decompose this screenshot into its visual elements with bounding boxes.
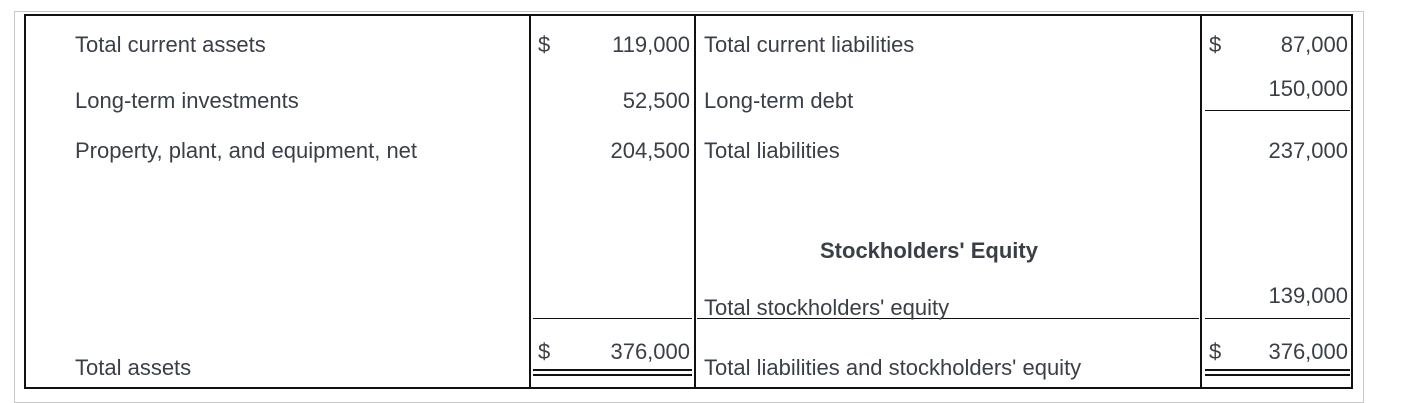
balance-sheet-table xyxy=(24,14,1353,389)
asset-label-current: Total current assets xyxy=(75,32,266,57)
liabilities-subtotal-rule xyxy=(1205,110,1350,111)
asset-amount-current: 119,000 xyxy=(612,32,690,57)
liability-amount-current: 87,000 xyxy=(1280,32,1348,57)
equity-amount: 139,000 xyxy=(1268,283,1348,308)
liabilities-equity-total-label: Total liabilities and stockholders' equity xyxy=(704,355,1082,380)
column-divider-assets-amount xyxy=(529,14,531,389)
liabilities-equity-total-currency: $ xyxy=(1209,339,1222,364)
asset-total-amount: 376,000 xyxy=(610,339,690,364)
column-divider-liabilities-label xyxy=(694,14,696,389)
equity-label: Total stockholders' equity xyxy=(704,295,950,320)
asset-label-ppe: Property, plant, and equipment, net xyxy=(75,138,418,163)
column-divider-liabilities-amount xyxy=(1200,14,1202,389)
liability-amount-total: 237,000 xyxy=(1268,138,1348,163)
liability-label-current: Total current liabilities xyxy=(704,32,915,57)
asset-label-investments: Long-term investments xyxy=(75,88,299,113)
asset-currency-current: $ xyxy=(538,32,551,57)
assets-subtotal-rule xyxy=(533,318,692,319)
liability-amount-longterm-debt: 150,000 xyxy=(1268,76,1348,101)
asset-amount-investments: 52,500 xyxy=(622,88,690,113)
liabilities-equity-total-amount: 376,000 xyxy=(1268,339,1348,364)
liability-currency-current: $ xyxy=(1209,32,1222,57)
asset-amount-ppe: 204,500 xyxy=(610,138,690,163)
assets-total-double-rule xyxy=(533,369,692,376)
equity-section-heading: Stockholders' Equity xyxy=(820,238,1038,263)
equity-subtotal-rule xyxy=(1205,318,1350,319)
liabilities-equity-total-double-rule xyxy=(1205,369,1350,376)
liability-label-longterm-debt: Long-term debt xyxy=(704,88,854,113)
liability-label-total: Total liabilities xyxy=(704,138,840,163)
asset-total-label: Total assets xyxy=(75,355,192,380)
asset-total-currency: $ xyxy=(538,339,551,364)
